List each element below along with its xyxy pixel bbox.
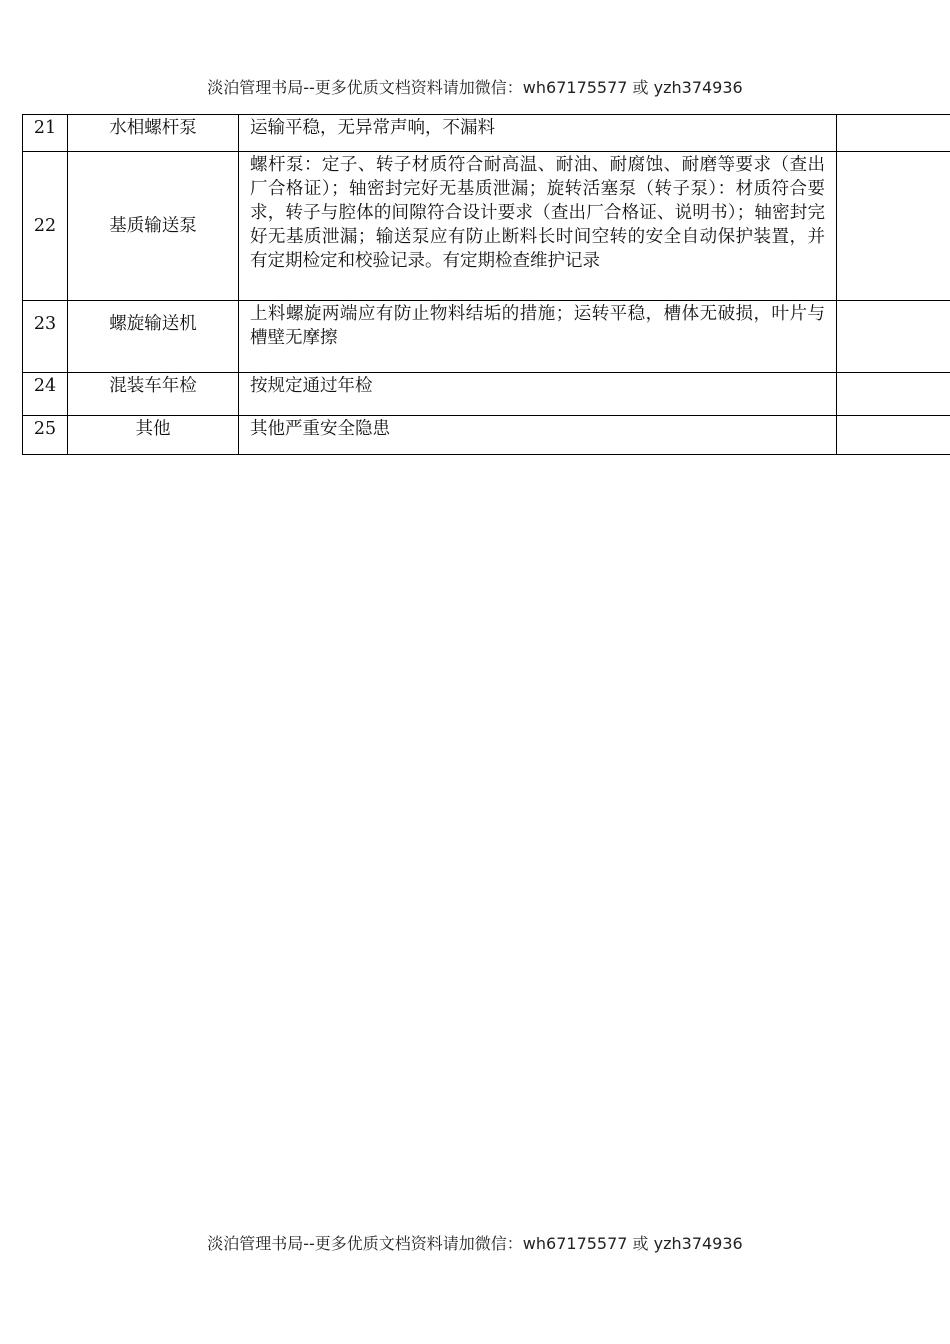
page-footer: 淡泊管理书局--更多优质文档资料请加微信：wh67175577 或 yzh374936 bbox=[207, 1234, 743, 1253]
row-requirement: 其他严重安全隐患 bbox=[239, 416, 837, 455]
page-header: 淡泊管理书局--更多优质文档资料请加微信：wh67175577 或 yzh374936 bbox=[207, 78, 743, 97]
row-number: 21 bbox=[23, 115, 68, 152]
row-number: 23 bbox=[23, 301, 68, 373]
table-row bbox=[23, 373, 950, 416]
row-requirement: 上料螺旋两端应有防止物料结垢的措施；运转平稳，槽体无破损，叶片与槽壁无摩擦 bbox=[239, 301, 837, 373]
row-item-name: 水相螺杆泵 bbox=[68, 115, 239, 152]
row-requirement: 螺杆泵：定子、转子材质符合耐高温、耐油、耐腐蚀、耐磨等要求（查出厂合格证）；轴密封完好无基质泄漏；旋转活塞泵（转子泵）：材质符合要求，转子与腔体的间隙符合设计要求（查出厂合格证、说明书）；轴密封完好无基质泄漏；输送泵应有防止断料长时间空转的安全自动保护装置，并有定期检定和校验记录。有定期检查维护记录 bbox=[239, 152, 837, 301]
row-item-name: 基质输送泵 bbox=[68, 152, 239, 301]
row-result-cell bbox=[837, 301, 950, 373]
table-row bbox=[23, 115, 950, 152]
row-result-cell bbox=[837, 115, 950, 152]
row-number: 25 bbox=[23, 416, 68, 455]
table-row bbox=[23, 416, 950, 455]
row-requirement: 运输平稳，无异常声响，不漏料 bbox=[239, 115, 837, 152]
table-row bbox=[23, 301, 950, 373]
row-item-name: 螺旋输送机 bbox=[68, 301, 239, 373]
table-row bbox=[23, 152, 950, 301]
row-item-name: 混装车年检 bbox=[68, 373, 239, 416]
row-result-cell bbox=[837, 373, 950, 416]
row-result-cell bbox=[837, 152, 950, 301]
row-requirement: 按规定通过年检 bbox=[239, 373, 837, 416]
row-item-name: 其他 bbox=[68, 416, 239, 455]
row-number: 22 bbox=[23, 152, 68, 301]
row-number: 24 bbox=[23, 373, 68, 416]
row-result-cell bbox=[837, 416, 950, 455]
inspection-table bbox=[22, 114, 950, 455]
